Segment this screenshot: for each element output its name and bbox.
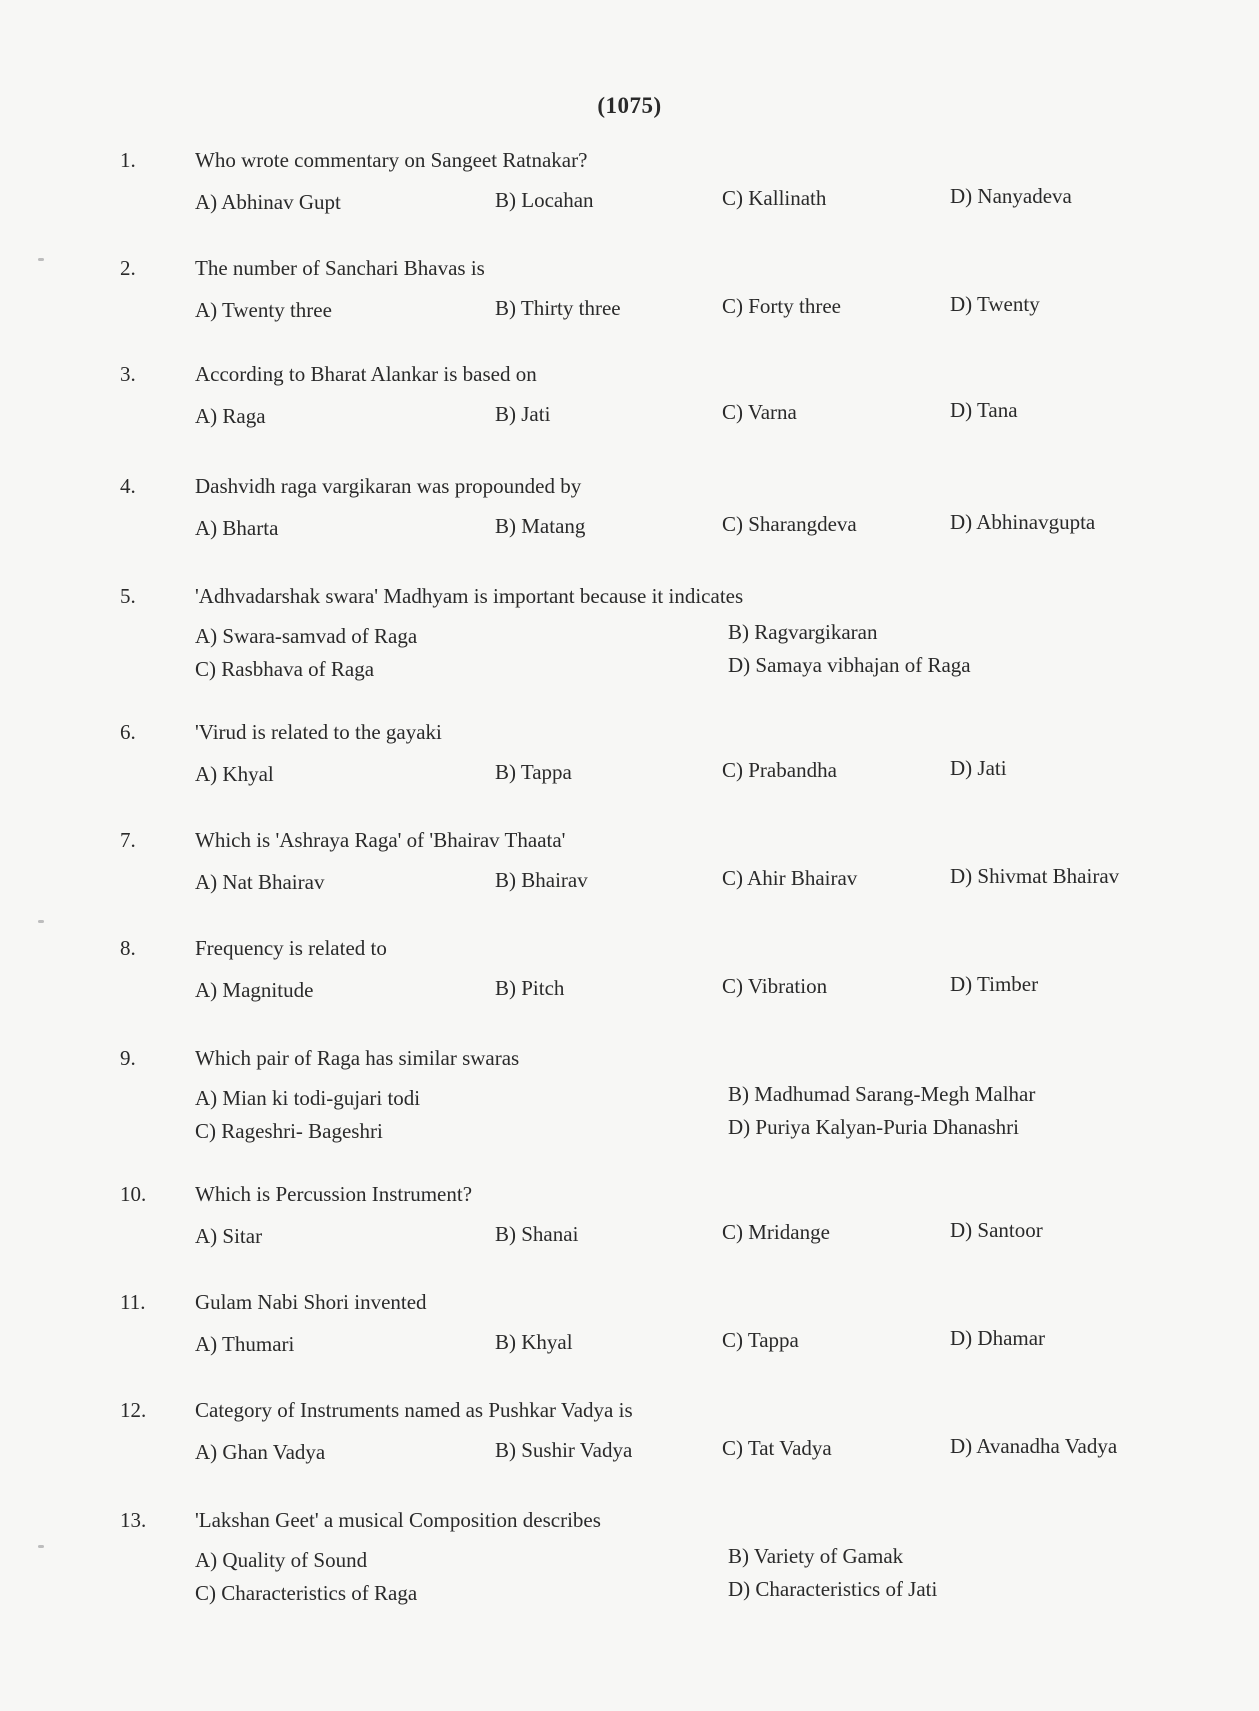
option-b: B) Shanai bbox=[495, 1222, 579, 1246]
option-b: B) Ragvargikaran bbox=[728, 620, 878, 644]
question-number: 9. bbox=[120, 1046, 136, 1070]
option-b: B) Sushir Vadya bbox=[495, 1438, 633, 1462]
question-text: 'Lakshan Geet' a musical Composition describes bbox=[195, 1508, 601, 1532]
option-d: D) Characteristics of Jati bbox=[728, 1577, 938, 1601]
option-a: A) Magnitude bbox=[195, 978, 314, 1002]
question-text: Category of Instruments named as Pushkar Vadya is bbox=[195, 1398, 633, 1422]
question-number: 5. bbox=[120, 584, 136, 608]
option-c: C) Kallinath bbox=[722, 186, 827, 210]
scan-speck bbox=[38, 1545, 44, 1548]
option-a: A) Twenty three bbox=[195, 298, 332, 322]
option-d: D) Samaya vibhajan of Raga bbox=[728, 653, 971, 677]
option-a: A) Bharta bbox=[195, 516, 279, 540]
question-text: 'Virud is related to the gayaki bbox=[195, 720, 442, 744]
option-a: A) Thumari bbox=[195, 1332, 295, 1356]
option-b: B) Thirty three bbox=[495, 296, 621, 320]
option-d: D) Shivmat Bhairav bbox=[950, 864, 1120, 888]
option-b: B) Variety of Gamak bbox=[728, 1544, 904, 1568]
option-b: B) Jati bbox=[495, 402, 551, 426]
question-number: 12. bbox=[120, 1398, 147, 1422]
question-number: 6. bbox=[120, 720, 136, 744]
option-a: A) Mian ki todi-gujari todi bbox=[195, 1086, 421, 1110]
option-c: C) Varna bbox=[722, 400, 797, 424]
question-number: 8. bbox=[120, 936, 136, 960]
question-text: Gulam Nabi Shori invented bbox=[195, 1290, 427, 1314]
scan-speck bbox=[38, 920, 44, 923]
question-text: Dashvidh raga vargikaran was propounded by bbox=[195, 474, 582, 498]
option-c: C) Mridange bbox=[722, 1220, 830, 1244]
question-number: 2. bbox=[120, 256, 136, 280]
option-c: C) Forty three bbox=[722, 294, 841, 318]
option-d: D) Jati bbox=[950, 756, 1007, 780]
option-c: C) Vibration bbox=[722, 974, 828, 998]
option-b: B) Tappa bbox=[495, 760, 572, 784]
option-a: A) Sitar bbox=[195, 1224, 263, 1248]
option-d: D) Avanadha Vadya bbox=[950, 1434, 1118, 1458]
option-d: D) Tana bbox=[950, 398, 1018, 422]
option-a: A) Nat Bhairav bbox=[195, 870, 325, 894]
question-text: Which is 'Ashraya Raga' of 'Bhairav Thaata' bbox=[195, 828, 566, 852]
option-b: B) Pitch bbox=[495, 976, 565, 1000]
option-c: C) Sharangdeva bbox=[722, 512, 857, 536]
option-a: A) Raga bbox=[195, 404, 266, 428]
option-d: D) Dhamar bbox=[950, 1326, 1046, 1350]
option-c: C) Ahir Bhairav bbox=[722, 866, 858, 890]
option-d: D) Timber bbox=[950, 972, 1039, 996]
option-d: D) Twenty bbox=[950, 292, 1040, 316]
question-text: Which pair of Raga has similar swaras bbox=[195, 1046, 520, 1070]
question-text: 'Adhvadarshak swara' Madhyam is important because it indicates bbox=[195, 584, 744, 608]
question-text: The number of Sanchari Bhavas is bbox=[195, 256, 485, 280]
option-a: A) Swara-samvad of Raga bbox=[195, 624, 418, 648]
question-text: Who wrote commentary on Sangeet Ratnakar? bbox=[195, 148, 588, 172]
question-number: 13. bbox=[120, 1508, 147, 1532]
question-number: 3. bbox=[120, 362, 136, 386]
option-c: C) Prabandha bbox=[722, 758, 837, 782]
option-a: A) Ghan Vadya bbox=[195, 1440, 326, 1464]
question-text: Which is Percussion Instrument? bbox=[195, 1182, 473, 1206]
question-number: 11. bbox=[120, 1290, 146, 1314]
scan-speck bbox=[38, 258, 44, 261]
option-d: D) Puriya Kalyan-Puria Dhanashri bbox=[728, 1115, 1020, 1139]
option-c: C) Tappa bbox=[722, 1328, 799, 1352]
option-b: B) Locahan bbox=[495, 188, 594, 212]
option-a: A) Quality of Sound bbox=[195, 1548, 368, 1572]
option-b: B) Bhairav bbox=[495, 868, 588, 892]
option-a: A) Khyal bbox=[195, 762, 274, 786]
option-a: A) Abhinav Gupt bbox=[195, 190, 341, 214]
option-d: D) Abhinavgupta bbox=[950, 510, 1096, 534]
question-text: Frequency is related to bbox=[195, 936, 387, 960]
page-number: (1075) bbox=[597, 93, 662, 118]
option-b: B) Madhumad Sarang-Megh Malhar bbox=[728, 1082, 1036, 1106]
option-c: C) Tat Vadya bbox=[722, 1436, 832, 1460]
option-b: B) Khyal bbox=[495, 1330, 573, 1354]
option-d: D) Nanyadeva bbox=[950, 184, 1072, 208]
option-c: C) Rasbhava of Raga bbox=[195, 657, 375, 681]
question-number: 10. bbox=[120, 1182, 147, 1206]
question-text: According to Bharat Alankar is based on bbox=[195, 362, 537, 386]
option-c: C) Rageshri- Bageshri bbox=[195, 1119, 383, 1143]
question-number: 1. bbox=[120, 148, 136, 172]
option-c: C) Characteristics of Raga bbox=[195, 1581, 418, 1605]
question-number: 4. bbox=[120, 474, 136, 498]
option-d: D) Santoor bbox=[950, 1218, 1043, 1242]
option-b: B) Matang bbox=[495, 514, 586, 538]
question-number: 7. bbox=[120, 828, 136, 852]
